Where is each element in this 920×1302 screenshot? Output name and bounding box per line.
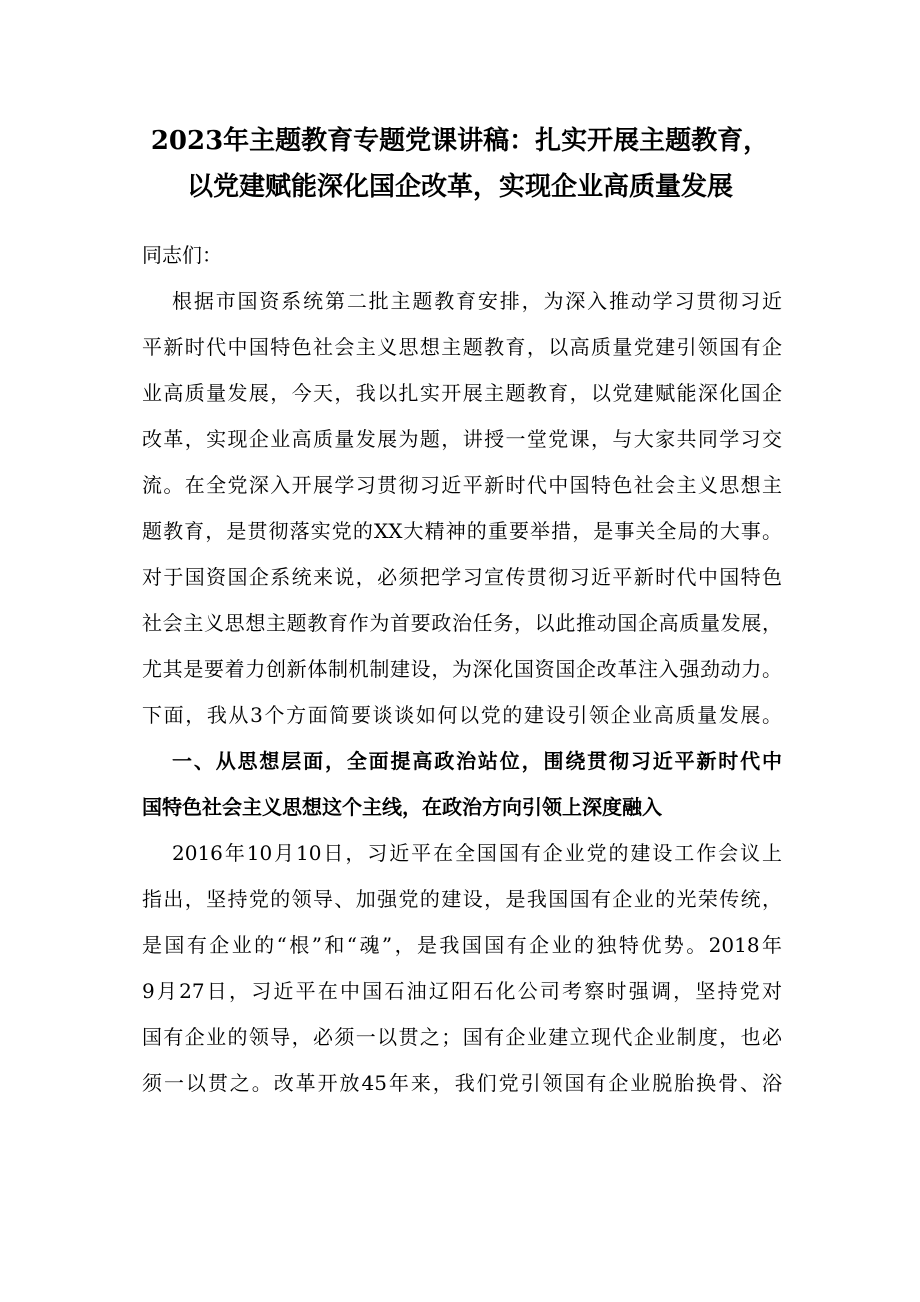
- paragraph2-line: 2016年10月10日，习近平在全国国有企业党的建设工作会议上: [172, 841, 782, 865]
- paragraph1-line: 尤其是要着力创新体制机制建设，为深化国资国企改革注入强劲动力。: [142, 657, 782, 681]
- title-line-2: 以党建赋能深化国企改革，实现企业高质量发展: [186, 172, 733, 202]
- paragraph1-line: 下面，我从3个方面简要谈谈如何以党的建设引领企业高质量发展。: [142, 703, 782, 727]
- document-body: [142, 232, 782, 1106]
- paragraph1-line: 改革，实现企业高质量发展为题，讲授一堂党课，与大家共同学习交: [142, 427, 782, 451]
- paragraph2-line: 是国有企业的“根”和“魂”，是我国国有企业的独特优势。2018年: [142, 933, 782, 957]
- title-line-1: 2023年主题教育专题党课讲稿：扎实开展主题教育，: [150, 126, 770, 156]
- paragraph1-line: 平新时代中国特色社会主义思想主题教育，以高质量党建引领国有企: [142, 335, 782, 359]
- section-heading-line: 一、从思想层面，全面提高政治站位，围绕贯彻习近平新时代中: [172, 749, 782, 773]
- paragraph1-line: 根据市国资系统第二批主题教育安排，为深入推动学习贯彻习近: [172, 289, 782, 313]
- paragraph2-line: 9月27日，习近平在中国石油辽阳石化公司考察时强调，坚持党对: [142, 979, 782, 1003]
- document-title: [110, 118, 810, 210]
- paragraph1-line: 题教育，是贯彻落实党的XX大精神的重要举措，是事关全局的大事。: [142, 519, 782, 543]
- paragraph2-line: 国有企业的领导，必须一以贯之；国有企业建立现代企业制度，也必: [142, 1025, 782, 1049]
- paragraph2-line: 指出，坚持党的领导、加强党的建设，是我国国有企业的光荣传统，: [142, 887, 782, 911]
- paragraph1-line: 对于国资国企系统来说，必须把学习宣传贯彻习近平新时代中国特色: [142, 565, 782, 589]
- paragraph1-line: 流。在全党深入开展学习贯彻习近平新时代中国特色社会主义思想主: [142, 473, 782, 497]
- paragraph1-line: 社会主义思想主题教育作为首要政治任务，以此推动国企高质量发展，: [142, 611, 782, 635]
- paragraph1-line: 业高质量发展，今天，我以扎实开展主题教育，以党建赋能深化国企: [142, 381, 782, 405]
- paragraph2-line: 须一以贯之。改革开放45年来，我们党引领国有企业脱胎换骨、浴: [142, 1071, 782, 1095]
- greeting: 同志们：: [142, 243, 222, 267]
- section-heading-line: 国特色社会主义思想这个主线，在政治方向引领上深度融入: [142, 795, 662, 819]
